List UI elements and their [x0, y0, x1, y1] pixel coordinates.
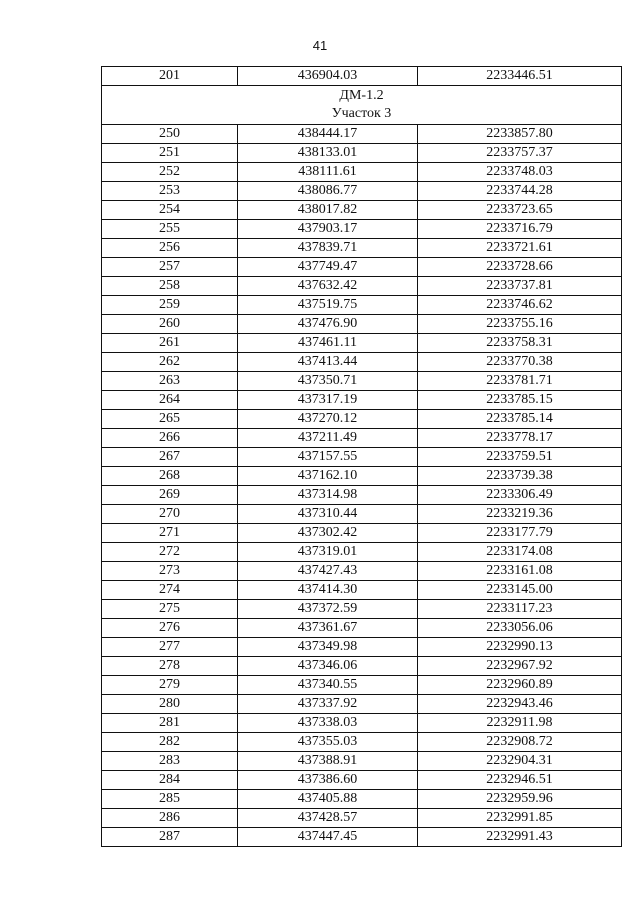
x-coordinate-cell: 437314.98 — [238, 486, 418, 505]
table-row — [102, 733, 622, 752]
table-row — [102, 429, 622, 448]
table-row — [102, 163, 622, 182]
y-coordinate-cell: 2232959.96 — [418, 790, 622, 809]
y-coordinate-cell: 2233177.79 — [418, 524, 622, 543]
x-coordinate-cell: 437270.12 — [238, 410, 418, 429]
table-row — [102, 67, 622, 86]
y-coordinate-cell: 2233306.49 — [418, 486, 622, 505]
table-row — [102, 638, 622, 657]
table-row — [102, 410, 622, 429]
x-coordinate-cell: 437414.30 — [238, 581, 418, 600]
y-coordinate-cell: 2233739.38 — [418, 467, 622, 486]
x-coordinate-cell: 437355.03 — [238, 733, 418, 752]
x-coordinate-cell: 437405.88 — [238, 790, 418, 809]
coordinates-table — [101, 66, 622, 847]
x-coordinate-cell: 437349.98 — [238, 638, 418, 657]
y-coordinate-cell: 2233781.71 — [418, 372, 622, 391]
x-coordinate-cell: 437162.10 — [238, 467, 418, 486]
table-row — [102, 144, 622, 163]
table-row — [102, 277, 622, 296]
table-row — [102, 125, 622, 144]
x-coordinate-cell: 437839.71 — [238, 239, 418, 258]
y-coordinate-cell: 2233857.80 — [418, 125, 622, 144]
x-coordinate-cell: 437428.57 — [238, 809, 418, 828]
point-number-cell: 277 — [102, 638, 238, 657]
table-row — [102, 790, 622, 809]
table-row — [102, 239, 622, 258]
y-coordinate-cell: 2233748.03 — [418, 163, 622, 182]
point-number-cell: 256 — [102, 239, 238, 258]
x-coordinate-cell: 438017.82 — [238, 201, 418, 220]
y-coordinate-cell: 2233746.62 — [418, 296, 622, 315]
point-number-cell: 259 — [102, 296, 238, 315]
section-title: ДМ-1.2 — [339, 88, 384, 103]
point-number-cell: 251 — [102, 144, 238, 163]
point-number-cell: 250 — [102, 125, 238, 144]
x-coordinate-cell: 438111.61 — [238, 163, 418, 182]
point-number-cell: 280 — [102, 695, 238, 714]
x-coordinate-cell: 437211.49 — [238, 429, 418, 448]
table-row — [102, 448, 622, 467]
table-row — [102, 201, 622, 220]
x-coordinate-cell: 437157.55 — [238, 448, 418, 467]
x-coordinate-cell: 436904.03 — [238, 67, 418, 86]
point-number-cell: 286 — [102, 809, 238, 828]
x-coordinate-cell: 437338.03 — [238, 714, 418, 733]
point-number-cell: 257 — [102, 258, 238, 277]
x-coordinate-cell: 437413.44 — [238, 353, 418, 372]
y-coordinate-cell: 2232943.46 — [418, 695, 622, 714]
y-coordinate-cell: 2233723.65 — [418, 201, 622, 220]
table-row — [102, 828, 622, 847]
table-row — [102, 581, 622, 600]
y-coordinate-cell: 2232991.85 — [418, 809, 622, 828]
point-number-cell: 262 — [102, 353, 238, 372]
y-coordinate-cell: 2232908.72 — [418, 733, 622, 752]
x-coordinate-cell: 438133.01 — [238, 144, 418, 163]
x-coordinate-cell: 437476.90 — [238, 315, 418, 334]
x-coordinate-cell: 437632.42 — [238, 277, 418, 296]
y-coordinate-cell: 2232946.51 — [418, 771, 622, 790]
x-coordinate-cell: 438086.77 — [238, 182, 418, 201]
x-coordinate-cell: 437310.44 — [238, 505, 418, 524]
table-row — [102, 315, 622, 334]
x-coordinate-cell: 437447.45 — [238, 828, 418, 847]
point-number-cell: 271 — [102, 524, 238, 543]
point-number-cell: 261 — [102, 334, 238, 353]
y-coordinate-cell: 2233759.51 — [418, 448, 622, 467]
y-coordinate-cell: 2233744.28 — [418, 182, 622, 201]
section-header-cell — [102, 86, 622, 125]
table-row — [102, 809, 622, 828]
x-coordinate-cell: 437372.59 — [238, 600, 418, 619]
table-row — [102, 182, 622, 201]
y-coordinate-cell: 2232904.31 — [418, 752, 622, 771]
x-coordinate-cell: 437427.43 — [238, 562, 418, 581]
y-coordinate-cell: 2233145.00 — [418, 581, 622, 600]
table-row — [102, 524, 622, 543]
x-coordinate-cell: 437749.47 — [238, 258, 418, 277]
x-coordinate-cell: 437519.75 — [238, 296, 418, 315]
x-coordinate-cell: 438444.17 — [238, 125, 418, 144]
table-row — [102, 752, 622, 771]
page-number: 41 — [312, 38, 328, 53]
y-coordinate-cell: 2233161.08 — [418, 562, 622, 581]
y-coordinate-cell: 2233778.17 — [418, 429, 622, 448]
table-row — [102, 486, 622, 505]
section-subtitle: Участок 3 — [331, 106, 392, 121]
point-number-cell: 272 — [102, 543, 238, 562]
y-coordinate-cell: 2233785.14 — [418, 410, 622, 429]
point-number-cell: 285 — [102, 790, 238, 809]
point-number-cell: 283 — [102, 752, 238, 771]
point-number-cell: 273 — [102, 562, 238, 581]
point-number-cell: 265 — [102, 410, 238, 429]
y-coordinate-cell: 2233757.37 — [418, 144, 622, 163]
x-coordinate-cell: 437386.60 — [238, 771, 418, 790]
table-row — [102, 600, 622, 619]
x-coordinate-cell: 437361.67 — [238, 619, 418, 638]
x-coordinate-cell: 437317.19 — [238, 391, 418, 410]
table-row — [102, 771, 622, 790]
point-number-cell: 278 — [102, 657, 238, 676]
table-row — [102, 714, 622, 733]
table-row — [102, 258, 622, 277]
point-number-cell: 274 — [102, 581, 238, 600]
point-number-cell: 266 — [102, 429, 238, 448]
table-row — [102, 334, 622, 353]
point-number-cell: 201 — [102, 67, 238, 86]
point-number-cell: 276 — [102, 619, 238, 638]
point-number-cell: 252 — [102, 163, 238, 182]
table-row — [102, 657, 622, 676]
y-coordinate-cell: 2233721.61 — [418, 239, 622, 258]
y-coordinate-cell: 2232911.98 — [418, 714, 622, 733]
y-coordinate-cell: 2233770.38 — [418, 353, 622, 372]
y-coordinate-cell: 2233785.15 — [418, 391, 622, 410]
table-row — [102, 562, 622, 581]
x-coordinate-cell: 437388.91 — [238, 752, 418, 771]
y-coordinate-cell: 2233737.81 — [418, 277, 622, 296]
y-coordinate-cell: 2233117.23 — [418, 600, 622, 619]
table-row — [102, 543, 622, 562]
table-row — [102, 220, 622, 239]
y-coordinate-cell: 2233758.31 — [418, 334, 622, 353]
point-number-cell: 267 — [102, 448, 238, 467]
point-number-cell: 287 — [102, 828, 238, 847]
x-coordinate-cell: 437903.17 — [238, 220, 418, 239]
y-coordinate-cell: 2233446.51 — [418, 67, 622, 86]
table-row — [102, 353, 622, 372]
table-row — [102, 505, 622, 524]
table-row — [102, 676, 622, 695]
table-row — [102, 391, 622, 410]
point-number-cell: 269 — [102, 486, 238, 505]
y-coordinate-cell: 2232991.43 — [418, 828, 622, 847]
point-number-cell: 281 — [102, 714, 238, 733]
point-number-cell: 260 — [102, 315, 238, 334]
table-row — [102, 296, 622, 315]
x-coordinate-cell: 437337.92 — [238, 695, 418, 714]
point-number-cell: 263 — [102, 372, 238, 391]
table-row — [102, 619, 622, 638]
y-coordinate-cell: 2233755.16 — [418, 315, 622, 334]
y-coordinate-cell: 2233056.06 — [418, 619, 622, 638]
section-header-row — [102, 86, 622, 125]
point-number-cell: 268 — [102, 467, 238, 486]
x-coordinate-cell: 437346.06 — [238, 657, 418, 676]
y-coordinate-cell: 2233219.36 — [418, 505, 622, 524]
point-number-cell: 284 — [102, 771, 238, 790]
y-coordinate-cell: 2232960.89 — [418, 676, 622, 695]
y-coordinate-cell: 2232990.13 — [418, 638, 622, 657]
point-number-cell: 264 — [102, 391, 238, 410]
x-coordinate-cell: 437350.71 — [238, 372, 418, 391]
y-coordinate-cell: 2232967.92 — [418, 657, 622, 676]
point-number-cell: 282 — [102, 733, 238, 752]
x-coordinate-cell: 437302.42 — [238, 524, 418, 543]
table-row — [102, 372, 622, 391]
x-coordinate-cell: 437319.01 — [238, 543, 418, 562]
point-number-cell: 275 — [102, 600, 238, 619]
point-number-cell: 270 — [102, 505, 238, 524]
y-coordinate-cell: 2233716.79 — [418, 220, 622, 239]
point-number-cell: 254 — [102, 201, 238, 220]
point-number-cell: 255 — [102, 220, 238, 239]
table-row — [102, 695, 622, 714]
x-coordinate-cell: 437340.55 — [238, 676, 418, 695]
point-number-cell: 279 — [102, 676, 238, 695]
table-row — [102, 467, 622, 486]
y-coordinate-cell: 2233728.66 — [418, 258, 622, 277]
point-number-cell: 253 — [102, 182, 238, 201]
x-coordinate-cell: 437461.11 — [238, 334, 418, 353]
y-coordinate-cell: 2233174.08 — [418, 543, 622, 562]
point-number-cell: 258 — [102, 277, 238, 296]
